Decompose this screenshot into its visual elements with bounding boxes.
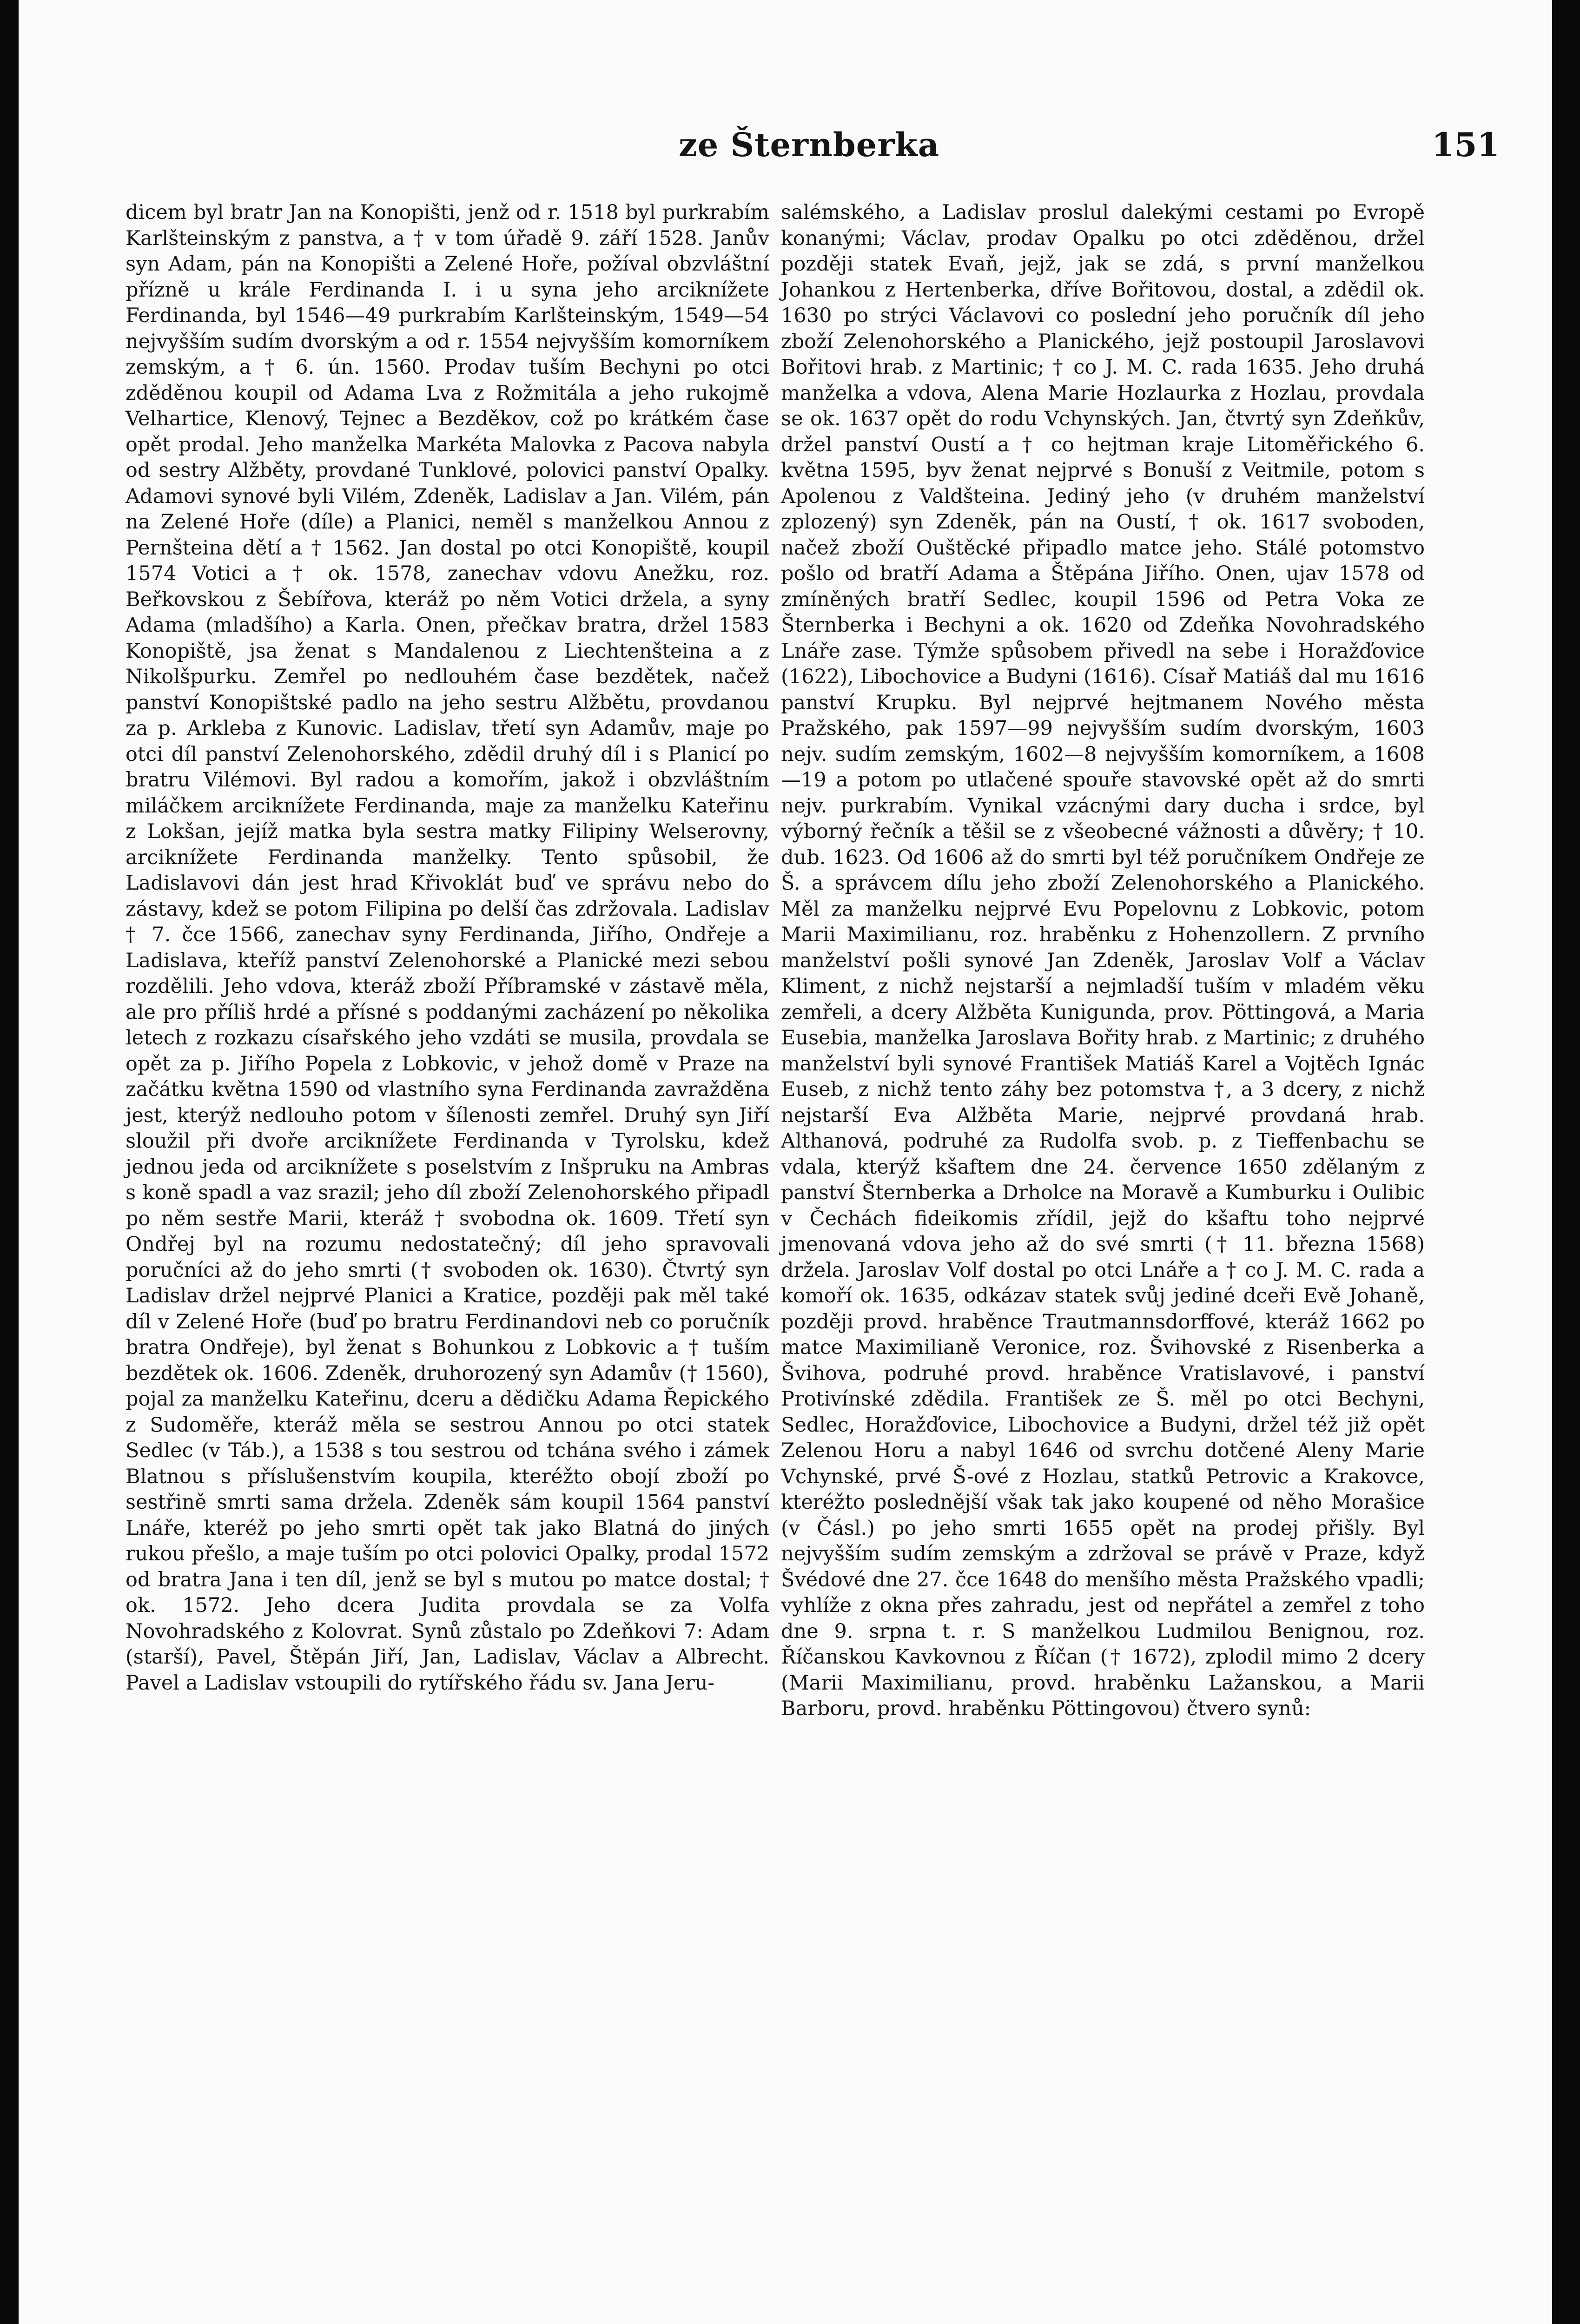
page-number: 151 (1432, 125, 1500, 164)
page-header (19, 125, 1552, 177)
scan-border-left (0, 0, 19, 2324)
text-column-left (126, 200, 769, 2324)
text-column-right (781, 200, 1425, 2324)
column-left-text: dicem byl bratr Jan na Konopišti, jenž od r. 1518 byl purkrabím Karlšteinským z panstva, a † v tom úřadě 9. září 1528. Janův syn Adam, pán na Konopišti a Zelené Hoře, požíval obzvláštní přízně u krále Ferdinanda I. i u syna jeho arciknížete Ferdinanda, byl 1546—49 purkrabím Karlšteinským, 1549—54 nejvyšším sudím dvorským a od r. 1554 nejvyšším komorníkem zemským, a † 6. ún. 1560. Prodav tuším Bechyni po otci zděděnou koupil od Adama Lva z Rožmitála a jeho rukojmě Velhartice, Klenový, Tejnec a Bezděkov, což po krátkém čase opět prodal. Jeho manželka Markéta Malovka z Pacova nabyla od sestry Alžběty, provdané Tunklové, polovici panství Opalky. Adamovi synové byli Vilém, Zdeněk, Ladislav a Jan. Vilém, pán na Zelené Hoře (díle) a Planici, neměl s manželkou Annou z Pernšteina dětí a † 1562. Jan dostal po otci Konopiště, koupil 1574 Votici a † ok. 1578, zanechav vdovu Anežku, roz. Beřkovskou z Šebířova, kteráž po něm Votici držela, a syny Adama (mladšího) a Karla. Onen, přečkav bratra, držel 1583 Konopiště, jsa ženat s Mandalenou z Liechtenšteina a z Nikolšpurku. Zemřel po nedlouhém čase bezdětek, načež panství Konopištské padlo na jeho sestru Alžbětu, provdanou za p. Arkleba z Kunovic. Ladislav, třetí syn Adamův, maje po otci díl panství Zelenohorského, zdědil druhý díl i s Planicí po bratru Vilémovi. Byl radou a komořím, jakož i obzvláštním miláčkem arciknížete Ferdinanda, maje za manželku Kateřinu z Lokšan, jejíž matka byla sestra matky Filipiny Welserovny, arciknížete Ferdinanda manželky. Tento spůsobil, že Ladislavovi dán jest hrad Křivoklát buď ve správu nebo do zástavy, kdež se potom Filipina po delší čas zdržovala. Ladislav † 7. čce 1566, zanechav syny Ferdinanda, Jiřího, Ondřeje a Ladislava, kteříž panství Zelenohorské a Planické mezi sebou rozdělili. Jeho vdova, kteráž zboží Příbramské v zástavě měla, ale pro příliš hrdé a přísné s poddanými zacházení po několika letech z rozkazu císařského jeho vzdáti se musila, provdala se opět za p. Jiřího Popela z Lobkovic, v jehož domě v Praze na začátku května 1590 od vlastního syna Ferdinanda zavražděna jest, kterýž nedlouho potom v šílenosti zemřel. Druhý syn Jiří sloužil při dvoře arciknížete Ferdinanda v Tyrolsku, kdež jednou jeda od arciknížete s poselstvím z Inšpruku na Ambras s koně spadl a vaz srazil; jeho díl zboží Zelenohorského připadl po něm sestře Marii, kteráž † svobodna ok. 1609. Třetí syn Ondřej byl na rozumu nedostatečný; díl jeho spravovali poručníci až do jeho smrti († svoboden ok. 1630). Čtvrtý syn Ladislav držel nejprvé Planici a Kratice, později pak měl také díl v Zelené Hoře (buď po bratru Ferdinandovi neb co poručník bratra Ondřeje), byl ženat s Bohunkou z Lobkovic a † tuším bezdětek ok. 1606. Zdeněk, druhorozený syn Adamův († 1560), pojal za manželku Kateřinu, dceru a dědičku Adama Řepického z Sudoměře, kteráž měla se sestrou Annou po otci statek Sedlec (v Táb.), a 1538 s tou sestrou od tchána svého i zámek Blatnou s příslušenstvím koupila, kteréžto obojí zboží po sestřině smrti sama držela. Zdeněk sám koupil 1564 panství Lnáře, kteréž po jeho smrti opět tak jako Blatná do jiných rukou přešlo, a maje tuším po otci polovici Opalky, prodal 1572 od bratra Jana i ten díl, jenž se byl s mutou po matce dostal; † ok. 1572. Jeho dcera Judita provdala se za Volfa Novohradského z Kolovrat. Synů zůstalo po Zdeňkovi 7: Adam (starší), Pavel, Štěpán Jiří, Jan, Ladislav, Václav a Albrecht. Pavel a Ladislav vstoupili do rytířského řádu sv. Jana Jeru- (126, 201, 769, 1695)
book-page (19, 0, 1552, 2324)
column-right-text: salémského, a Ladislav proslul dalekými cestami po Evropě konanými; Václav, prodav Opalku po otci zděděnou, držel později statek Evaň, jejž, jak se zdá, s první manželkou Johankou z Hertenberka, dříve Bořitovou, dostal, a zdědil ok. 1630 po strýci Václavovi co poslední jeho poručník díl jeho zboží Zelenohorského a Planického, jejž postoupil Jaroslavovi Bořitovi hrab. z Martinic; † co J. M. C. rada 1635. Jeho druhá manželka a vdova, Alena Marie Hozlaurka z Hozlau, provdala se ok. 1637 opět do rodu Vchynských. Jan, čtvrtý syn Zdeňkův, držel panství Oustí a † co hejtman kraje Litoměřického 6. května 1595, byv ženat nejprvé s Bonuší z Veitmile, potom s Apolenou z Valdšteina. Jediný jeho (v druhém manželství zplozený) syn Zdeněk, pán na Oustí, † ok. 1617 svoboden, načež zboží Ouštěcké připadlo matce jeho. Stálé potomstvo pošlo od bratří Adama a Štěpána Jiřího. Onen, ujav 1578 od zmíněných bratří Sedlec, koupil 1596 od Petra Voka ze Šternberka i Bechyni a ok. 1620 od Zdeňka Novohradského Lnáře zase. Týmže spůsobem přivedl na sebe i Horažďovice (1622), Libochovice a Budyni (1616). Císař Matiáš dal mu 1616 panství Krupku. Byl nejprvé hejtmanem Nového města Pražského, pak 1597—99 nejvyšším sudím dvorským, 1603 nejv. sudím zemským, 1602—8 nejvyšším komorníkem, a 1608—19 a potom po utlačené spouře stavovské opět až do smrti nejv. purkrabím. Vynikal vzácnými dary ducha i srdce, byl výborný řečník a těšil se z všeobecné vážnosti a důvěry; † 10. dub. 1623. Od 1606 až do smrti byl též poručníkem Ondřeje ze Š. a správcem dílu jeho zboží Zelenohorského a Planického. Měl za manželku nejprvé Evu Popelovnu z Lobkovic, potom Marii Maximilianu, roz. hraběnku z Hohenzollern. Z prvního manželství pošli synové Jan Zdeněk, Jaroslav Volf a Václav Kliment, z nichž nejstarší a nejmladší tuším v mladém věku zemřeli, a dcery Alžběta Kunigunda, prov. Pöttingová, a Maria Eusebia, manželka Jaroslava Bořity hrab. z Martinic; z druhého manželství byli synové František Matiáš Karel a Vojtěch Ignác Euseb, z nichž tento záhy bez potomstva †, a 3 dcery, z nichž nejstarší Eva Alžběta Marie, nejprvé provdaná hrab. Althanová, podruhé za Rudolfa svob. p. z Tieffenbachu se vdala, kterýž kšaftem dne 24. července 1650 zdělaným z panství Šternberka a Drholce na Moravě a Kumburku i Oulibic v Čechách fideikomis zřídil, jejž do kšaftu toho nejprvé jmenovaná vdova jeho až do své smrti († 11. března 1568) držela. Jaroslav Volf dostal po otci Lnáře a † co J. M. C. rada a komoří ok. 1635, odkázav statek svůj jediné dceři Evě Johaně, později provd. hraběnce Trautmannsdorffové, kteráž 1662 po matce Maximilianě Veronice, roz. Švihovské z Risenberka a Švihova, podruhé provd. hraběnce Vratislavové, i panství Protivínské zdědila. František ze Š. měl po otci Bechyni, Sedlec, Horažďovice, Libochovice a Budyni, držel též již opět Zelenou Horu a nabyl 1646 od svrchu dotčené Aleny Marie Vchynské, prvé Š-ové z Hozlau, statků Petrovic a Krakovce, kteréžto poslednější však tak jako koupené od něho Morašice (v Čásl.) po jeho smrti 1655 opět na prodej přišly. Byl nejvyšším sudím zemským a zdržoval se právě v Praze, když Švédové dne 27. čce 1648 do menšího města Pražského vpadli; vyhlíže z okna přes zahradu, jest od nepřátel a zemřel z toho dne 9. srpna t. r. S manželkou Ludmilou Benignou, roz. Říčanskou Kavkovnou z Říčan († 1672), zplodil mimo 2 dcery (Marii Maximilianu, provd. hraběnku Lažanskou, a Marii Barboru, provd. hraběnku Pöttingovou) čtvero synů: (781, 201, 1425, 1720)
running-title: ze Šternberka (679, 125, 940, 164)
scan-border-right (1552, 0, 1580, 2324)
